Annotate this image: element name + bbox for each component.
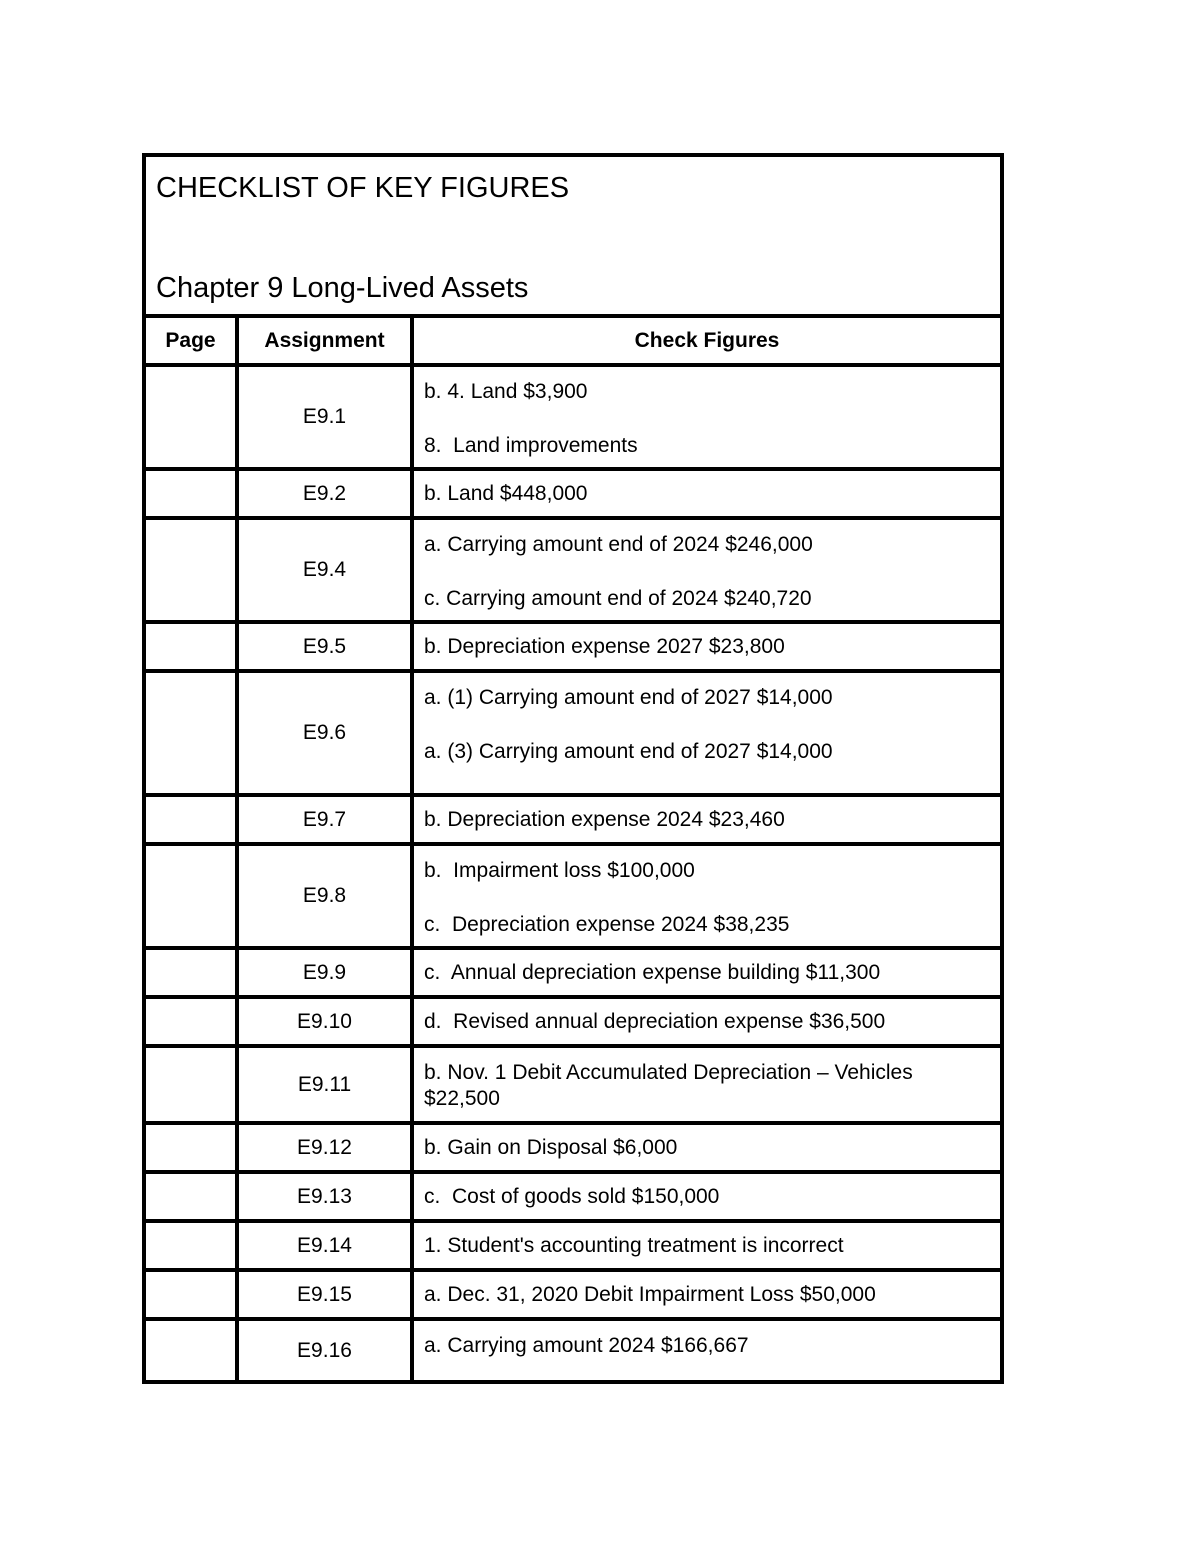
assignment-cell: E9.10 (237, 997, 412, 1046)
assignment-cell: E9.15 (237, 1270, 412, 1319)
assignment-cell: E9.16 (237, 1319, 412, 1382)
check-figures-cell (412, 795, 1002, 844)
page-cell (144, 1123, 237, 1172)
table-row (144, 948, 1002, 997)
check-figure-line: b. Nov. 1 Debit Accumulated Depreciation – Vehicles $22,500 (424, 1061, 919, 1110)
table-row (144, 1270, 1002, 1319)
document-title: CHECKLIST OF KEY FIGURES (156, 172, 570, 204)
check-figures-cell (412, 948, 1002, 997)
assignment-cell: E9.8 (237, 844, 412, 948)
table-row (144, 1172, 1002, 1221)
check-figure-line: a. Carrying amount 2024 $166,667 (424, 1334, 749, 1357)
page-cell (144, 365, 237, 469)
page-cell (144, 469, 237, 518)
page-cell (144, 1270, 237, 1319)
check-figures-cell (412, 1172, 1002, 1221)
assignment-cell: E9.1 (237, 365, 412, 469)
page-cell (144, 948, 237, 997)
check-figures-cell (412, 1046, 1002, 1123)
assignment-cell: E9.5 (237, 622, 412, 671)
table-row (144, 1221, 1002, 1270)
page-cell (144, 997, 237, 1046)
check-figures-cell (412, 844, 1002, 948)
check-figure-line: c. Annual depreciation expense building $11,300 (424, 960, 881, 984)
check-figure-line: b. Impairment loss $100,000 (424, 859, 695, 882)
table-row (144, 518, 1002, 622)
assignment-cell: E9.6 (237, 671, 412, 795)
assignment-cell: E9.11 (237, 1046, 412, 1123)
header-page: Page (144, 316, 237, 365)
check-figure-line: a. (3) Carrying amount end of 2027 $14,000 (424, 740, 833, 763)
chapter-title: Chapter 9 Long-Lived Assets (156, 272, 529, 304)
check-figures-cell (412, 365, 1002, 469)
table-row (144, 1319, 1002, 1382)
check-figure-line: a. Carrying amount end of 2024 $246,000 (424, 533, 813, 556)
check-figure-line: a. Dec. 31, 2020 Debit Impairment Loss $50,000 (424, 1282, 876, 1306)
check-figure-line: b. Land $448,000 (424, 481, 588, 505)
check-figures-cell (412, 1270, 1002, 1319)
table-row (144, 671, 1002, 795)
page-cell (144, 518, 237, 622)
table-row (144, 844, 1002, 948)
page-cell (144, 671, 237, 795)
assignment-cell: E9.2 (237, 469, 412, 518)
table-row (144, 1123, 1002, 1172)
check-figures-cell (412, 1221, 1002, 1270)
assignment-cell: E9.14 (237, 1221, 412, 1270)
page-cell (144, 844, 237, 948)
check-figure-line: d. Revised annual depreciation expense $36,500 (424, 1009, 886, 1033)
check-figure-line: b. 4. Land $3,900 (424, 380, 588, 403)
title-block (144, 155, 1002, 316)
page-cell (144, 1172, 237, 1221)
table-row (144, 997, 1002, 1046)
check-figure-line: c. Cost of goods sold $150,000 (424, 1184, 720, 1208)
table-row (144, 1046, 1002, 1123)
assignment-cell: E9.12 (237, 1123, 412, 1172)
check-figure-line: b. Depreciation expense 2027 $23,800 (424, 634, 785, 658)
page-cell (144, 795, 237, 844)
check-figures-cell (412, 622, 1002, 671)
page-cell (144, 1221, 237, 1270)
checklist-table (142, 153, 1004, 1384)
table-body (144, 365, 1002, 1382)
check-figures-cell (412, 671, 1002, 795)
table-row (144, 622, 1002, 671)
assignment-cell: E9.7 (237, 795, 412, 844)
check-figure-line: c. Depreciation expense 2024 $38,235 (424, 913, 790, 936)
assignment-cell: E9.13 (237, 1172, 412, 1221)
check-figure-line: b. Depreciation expense 2024 $23,460 (424, 807, 785, 831)
check-figures-cell (412, 997, 1002, 1046)
table-row (144, 365, 1002, 469)
page-cell (144, 622, 237, 671)
check-figure-line: a. (1) Carrying amount end of 2027 $14,000 (424, 686, 833, 709)
check-figures-cell (412, 518, 1002, 622)
check-figure-line: 1. Student's accounting treatment is incorrect (424, 1233, 844, 1257)
page-cell (144, 1319, 237, 1382)
header-row (144, 316, 1002, 365)
check-figure-line: 8. Land improvements (424, 434, 638, 457)
assignment-cell: E9.9 (237, 948, 412, 997)
assignment-cell: E9.4 (237, 518, 412, 622)
check-figure-line: b. Gain on Disposal $6,000 (424, 1135, 678, 1159)
table-row (144, 469, 1002, 518)
check-figures-cell (412, 1123, 1002, 1172)
check-figures-cell (412, 469, 1002, 518)
header-assignment: Assignment (237, 316, 412, 365)
check-figure-line: c. Carrying amount end of 2024 $240,720 (424, 587, 812, 610)
page-cell (144, 1046, 237, 1123)
table-row (144, 795, 1002, 844)
header-check-figures: Check Figures (412, 316, 1002, 365)
check-figures-cell (412, 1319, 1002, 1382)
